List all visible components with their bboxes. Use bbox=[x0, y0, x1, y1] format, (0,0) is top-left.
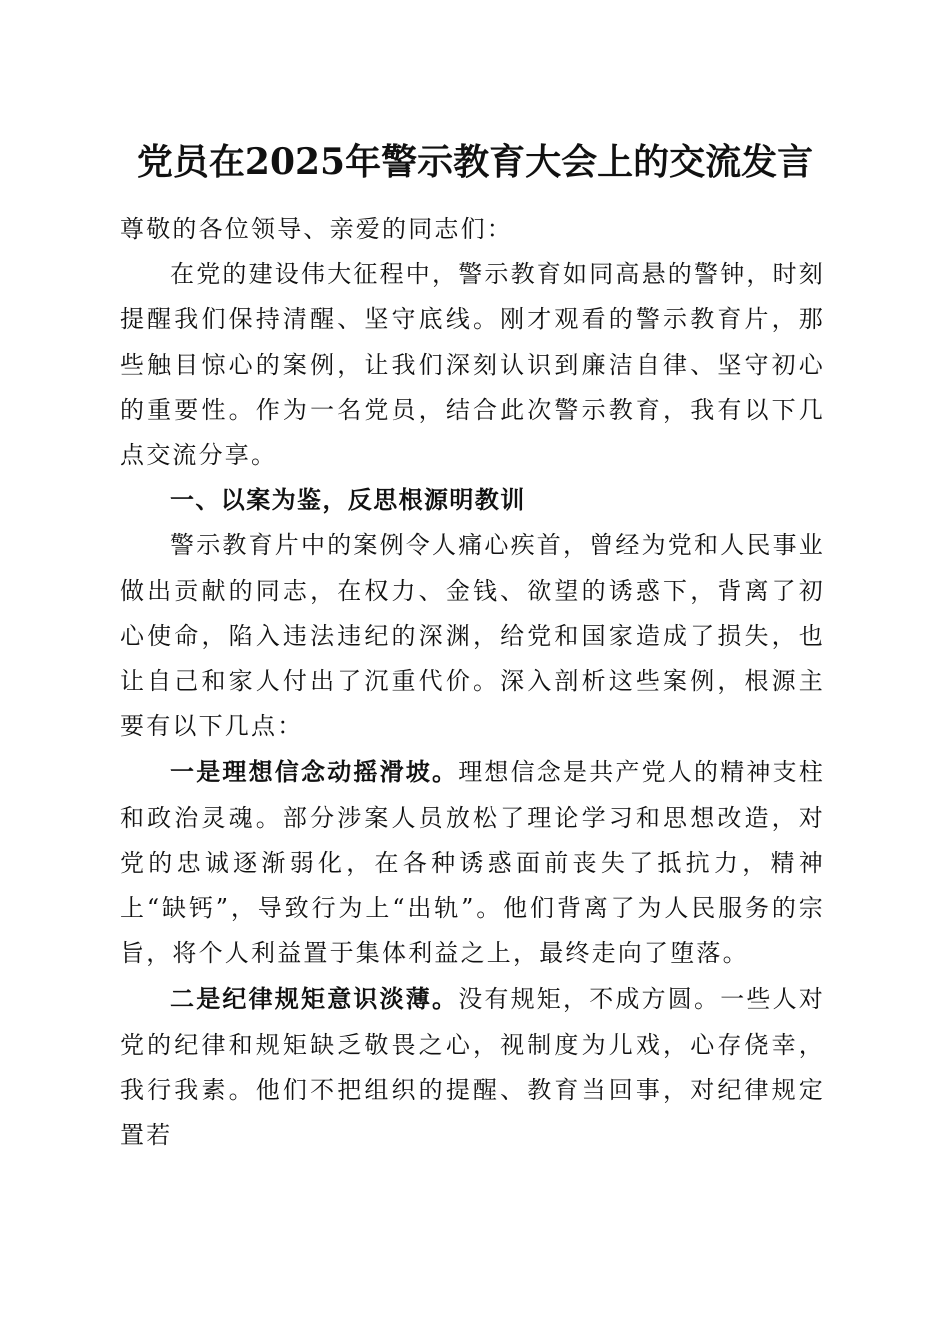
intro-paragraph: 在党的建设伟大征程中，警示教育如同高悬的警钟，时刻提醒我们保持清醒、坚守底线。刚才观看的警示教育片，那些触目惊心的案例，让我们深刻认识到廉洁自律、坚守初心的重要性。作为一名党员，结合此次警示教育，我有以下几点交流分享。 bbox=[120, 260, 825, 470]
point-1-lead: 一是理想信念动摇滑坡。 bbox=[170, 757, 459, 787]
point-2-text: 没有规矩，不成方圆。一些人对党的纪律和规矩缺乏敬畏之心，视制度为儿戏，心存侥幸，我行我素。他们不把组织的提醒、教育当回事，对纪律规定置若 bbox=[120, 985, 826, 1150]
point-2-paragraph bbox=[120, 976, 825, 1158]
section-1-paragraph: 警示教育片中的案例令人痛心疾首，曾经为党和人民事业做出贡献的同志，在权力、金钱、欲望的诱惑下，背离了初心使命，陷入违法违纪的深渊，给党和国家造成了损失，也让自己和家人付出了沉重代价。深入剖析这些案例，根源主要有以下几点： bbox=[120, 531, 825, 741]
point-1-paragraph bbox=[120, 749, 825, 976]
point-1-text: 理想信念是共产党人的精神支柱和政治灵魂。部分涉案人员放松了理论学习和思想改造，对党的忠诚逐渐弱化，在各种诱惑面前丧失了抵抗力，精神上“缺钙”，导致行为上“出轨”。他们背离了为人民服务的宗旨，将个人利益置于集体利益之上，最终走向了堕落。 bbox=[120, 758, 826, 968]
section-heading-1: 一、以案为鉴，反思根源明教训 bbox=[170, 486, 526, 515]
point-2-lead: 二是纪律规矩意识淡薄。 bbox=[170, 984, 459, 1014]
salutation: 尊敬的各位领导、亲爱的同志们： bbox=[120, 215, 513, 243]
document-title: 党员在2025年警示教育大会上的交流发言 bbox=[136, 141, 814, 183]
document-body bbox=[120, 207, 825, 1158]
